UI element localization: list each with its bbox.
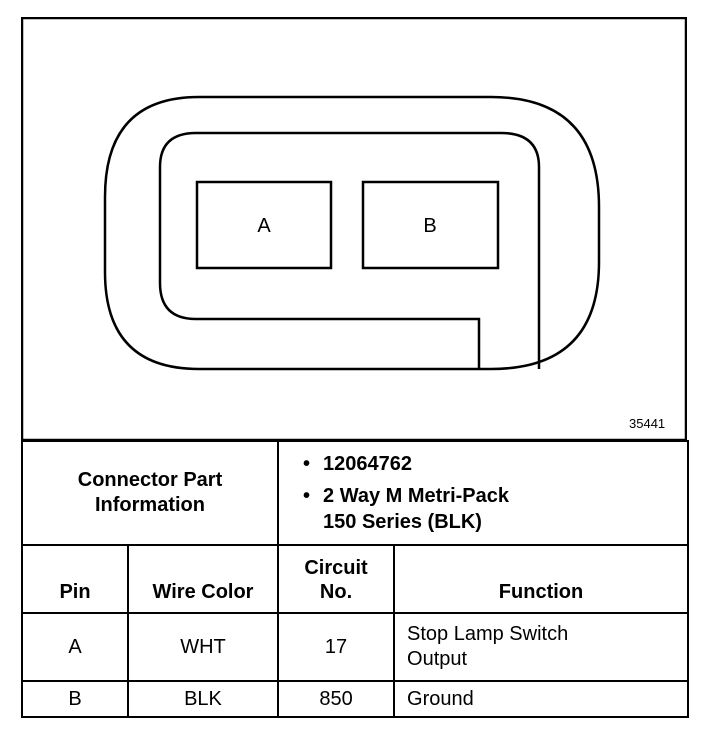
function-line-2: Output: [407, 648, 468, 670]
header-circuit-no: [278, 545, 394, 613]
wire-color-cell: BLK: [128, 681, 278, 717]
wire-color-cell: WHT: [128, 613, 278, 681]
connector-diagram-panel: [21, 17, 687, 441]
description-line-2: 150 Series (BLK): [323, 511, 482, 533]
header-function: Function: [394, 545, 688, 613]
pin-cell: A: [22, 613, 128, 681]
connector-info-row: [22, 441, 688, 545]
header-circuit-line-2: No.: [319, 581, 353, 603]
cavity-b-label: B: [423, 215, 437, 237]
connector-inner-frame: [160, 133, 539, 369]
function-line-1: Stop Lamp Switch: [407, 623, 569, 645]
function-cell: [394, 613, 688, 681]
function-cell: [394, 681, 688, 717]
connector-info-table: [21, 440, 689, 718]
cavity-a-label: A: [257, 215, 271, 237]
header-wire-color: Wire Color: [128, 545, 278, 613]
description-item: [303, 483, 687, 535]
figure-number: 35441: [629, 416, 666, 431]
connector-info-label: Connector Part Information: [77, 469, 223, 516]
header-pin: Pin: [22, 545, 128, 613]
description-line-1: 2 Way M Metri-Pack: [323, 485, 510, 507]
table-row: [22, 681, 688, 717]
circuit-cell: 850: [278, 681, 394, 717]
table-header-row: [22, 545, 688, 613]
diagram-border: [22, 18, 686, 440]
connector-info-label-cell: [22, 441, 278, 545]
table-row: [22, 613, 688, 681]
circuit-cell: 17: [278, 613, 394, 681]
connector-face-drawing: [21, 17, 687, 441]
part-number: 12064762: [323, 453, 412, 475]
bullet-icon: •: [303, 485, 311, 507]
part-number-item: [303, 451, 687, 477]
bullet-icon: •: [303, 453, 311, 475]
function-line-1: Ground: [407, 687, 474, 710]
pin-cell: B: [22, 681, 128, 717]
header-circuit-line-1: Circuit: [304, 557, 368, 579]
connector-info-details: [278, 441, 688, 545]
